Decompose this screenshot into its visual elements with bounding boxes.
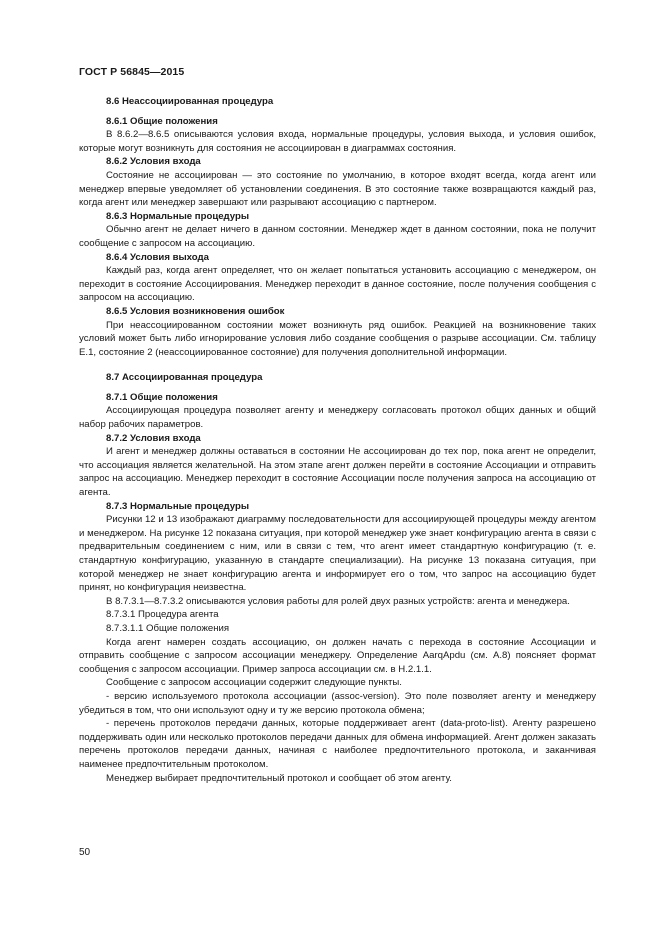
section-8-6-1-title: 8.6.1 Общие положения (106, 115, 218, 127)
section-8-6-2-title: 8.6.2 Условия входа (106, 156, 201, 168)
section-8-7-3-1-1-title: 8.7.3.1.1 Общие положения (106, 622, 230, 634)
paragraph: И агент и менеджер должны оставаться в состоянии Не ассоциирован до тех пор, пока агент не определит, что ассоциация является желательной. На этом этапе агент должен перейти в состояние Ассоциации и отправить запрос на ассоциацию. Менеджер переходит в состояние Ассоциации после получения запроса на ассоциацию от агента. (79, 446, 596, 499)
section-8-7-1-title: 8.7.1 Общие положения (106, 391, 218, 403)
section-8-7-2-title: 8.7.2 Условия входа (106, 432, 201, 444)
paragraph: Менеджер выбирает предпочтительный протокол и сообщает об этом агенту. (106, 772, 452, 784)
document-code-header: ГОСТ Р 56845—2015 (79, 66, 185, 78)
section-8-7-title: 8.7 Ассоциированная процедура (106, 372, 263, 384)
paragraph: В 8.7.3.1—8.7.3.2 описываются условия работы для ролей двух разных устройств: агента и менеджера. (106, 595, 570, 607)
paragraph: Ассоциирующая процедура позволяет агенту и менеджеру согласовать протокол общих данных и общий набор рабочих параметров. (79, 405, 596, 431)
section-8-7-3-title: 8.7.3 Нормальные процедуры (106, 500, 250, 512)
paragraph: Сообщение с запросом ассоциации содержит следующие пункты. (106, 677, 402, 689)
paragraph: Состояние не ассоциирован — это состояние по умолчанию, в которое входят всегда, когда агент или менеджер впервые уведомляет об установлении соединения. В это состояние также возвращаются каждый раз, когда агент или менеджер завершают или разрывают ассоциацию с партнером. (79, 169, 596, 209)
section-8-7-3-1-title: 8.7.3.1 Процедура агента (106, 609, 219, 621)
paragraph: При неассоциированном состоянии может возникнуть ряд ошибок. Реакцией на возникновение таких условий может быть либо игнорирование условия либо создание сообщения о разрыве ассоциации. См. таблицу Е.1, состояние 2 (неассоциированное состояние) для получения дополнительной информации. (79, 319, 596, 358)
list-item: - версию используемого протокола ассоциации (assoc-version). Это поле позволяет агенту и менеджеру убедиться в том, что они используют одну и ту же версию протокола обмена; (79, 690, 596, 716)
paragraph: Рисунки 12 и 13 изображают диаграмму последовательности для ассоциирующей процедуры между агентом и менеджером. На рисунке 12 показана ситуация, при которой менеджер уже знает конфигурацию агента в связи с предварительным соединением с ним, или в связи с тем, что агент имеет стандартную конфигурацию (т. е. стандартную конфигурацию, указанную в стандарте специализации). На рисунке 13 показана ситуация, при которой менеджер не знает конфигурацию агента и информирует его о том, что запрос на ассоциацию будет принят, но конфигурация неизвестна. (79, 514, 596, 594)
list-item: - перечень протоколов передачи данных, которые поддерживает агент (data-proto-list). Агенту разрешено поддерживать один или несколько протоколов передачи данных для обмена информацией. Агент должен заказать перечень протоколов передачи данных, начиная с наиболее предпочтительного протокола, и заканчивая наименее предпочтительным протоколом. (79, 718, 596, 770)
section-8-6-4-title: 8.6.4 Условия выхода (106, 251, 209, 263)
paragraph: Когда агент намерен создать ассоциацию, он должен начать с перехода в состояние Ассоциации и отправить сообщение с запросом ассоциации менеджеру. Определение AarqApdu (см. А.8) поясняет формат сообщения с запросом ассоциации. Пример запроса ассоциации см. в Н.2.1.1. (79, 636, 596, 675)
page-content (79, 95, 596, 785)
paragraph: Каждый раз, когда агент определяет, что он желает попытаться установить ассоциацию с менеджером, он переходит в состояние Ассоциирования. Менеджер переходит в данное состояние, после получения сообщения с запросом на ассоциацию. (79, 265, 596, 304)
section-8-6-title: 8.6 Неассоциированная процедура (106, 96, 274, 107)
section-8-6-5-title: 8.6.5 Условия возникновения ошибок (106, 305, 285, 317)
page-number: 50 (79, 847, 91, 858)
section-8-6-3-title: 8.6.3 Нормальные процедуры (106, 210, 250, 222)
paragraph: В 8.6.2—8.6.5 описываются условия входа, нормальные процедуры, условия выхода, и условия ошибок, которые могут возникнуть для состояния не ассоциирован в диаграммах состояния. (79, 129, 596, 154)
paragraph: Обычно агент не делает ничего в данном состоянии. Менеджер ждет в данном состоянии, пока не получит сообщение с запросом на ассоциацию. (79, 224, 596, 249)
